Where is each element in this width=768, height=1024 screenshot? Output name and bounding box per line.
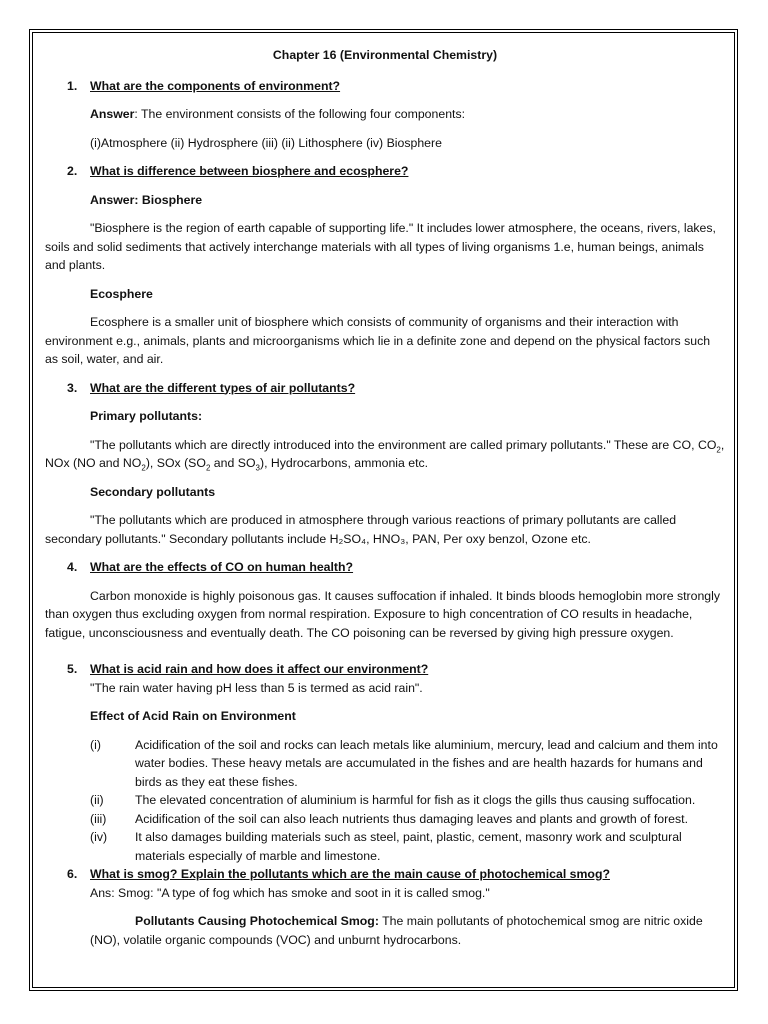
answer-label: Answer	[90, 107, 135, 121]
question-text: What are the components of environment?	[90, 78, 341, 93]
secondary-pollutants-heading: Secondary pollutants	[90, 484, 216, 499]
question-text: What are the effects of CO on human health?	[90, 560, 354, 574]
biosphere-heading: Answer: Biosphere	[90, 192, 203, 207]
question-number: 5.	[67, 662, 78, 676]
question-number: 1.	[67, 78, 78, 93]
co-effects-paragraph: Carbon monoxide is highly poisonous gas. It causes suffocation if inhaled. It binds bloods hemoglobin more strongly than oxygen thus excluding oxygen from normal respiration. Exposure to high concentration of CO results in headache, fatigue, unconsciousness and eventually death. The CO poisoning can be reversed by giving high pressure oxygen.	[45, 588, 721, 640]
document-body	[45, 40, 725, 959]
list-marker: (iii)	[90, 811, 107, 826]
question-4	[45, 558, 725, 577]
list-item-text: Acidification of the soil can also leach nutrients thus damaging leaves and plants and growth of forest.	[135, 811, 689, 826]
question-5	[45, 660, 725, 679]
smog-pollutants-paragraph	[90, 912, 725, 949]
ecosphere-paragraph: Ecosphere is a smaller unit of biosphere which consists of community of organisms and their interaction with environment e.g., animals, plants and microorganisms which lie in a definite zone and depend on the physical factors such as soil, water, and air.	[45, 315, 711, 366]
question-text: What are the different types of air pollutants?	[90, 380, 356, 395]
acid-rain-effects-list	[90, 736, 725, 866]
list-item-text: Acidification of the soil and rocks can leach metals like aluminium, mercury, lead and calcium and them into water bodies. These heavy metals are accumulated in the fishes and are health hazards for humans and birds as they eat these fishes.	[135, 737, 718, 789]
components-list: (i)Atmosphere (ii) Hydrosphere (iii) (ii) Lithosphere (iv) Biosphere	[90, 135, 442, 150]
question-6	[45, 865, 725, 884]
primary-pollutants-paragraph: "The pollutants which are directly introduced into the environment are called primary pollutants." These are CO, $CO_2$, NOx (NO and $NO_2$), SOx ($SO_2$ and $SO_3$), Hydrocarbons, ammonia etc.	[45, 437, 725, 473]
answer-text: : The environment consists of the following four components:	[134, 107, 466, 121]
list-item	[90, 736, 725, 792]
page-title: Chapter 16 (Environmental Chemistry)	[272, 48, 498, 62]
question-2	[45, 162, 725, 181]
smog-pollutants-label: Pollutants Causing Photochemical Smog:	[135, 914, 379, 928]
question-text: What is acid rain and how does it affect our environment?	[90, 662, 429, 676]
question-3	[45, 379, 725, 398]
list-item-text: The elevated concentration of aluminium is harmful for fish as it clogs the gills thus causing suffocation.	[135, 793, 696, 807]
acid-rain-definition: "The rain water having pH less than 5 is termed as acid rain".	[90, 680, 423, 695]
question-text: What is smog? Explain the pollutants which are the main cause of photochemical smog?	[90, 867, 610, 881]
list-marker: (i)	[90, 737, 101, 752]
list-item	[90, 810, 725, 829]
question-number: 3.	[67, 380, 78, 395]
question-text: What is difference between biosphere and ecosphere?	[90, 164, 409, 178]
smog-pollutants-text: The main pollutants of photochemical smog are nitric oxide (NO), volatile organic compounds (VOC) and unburnt hydrocarbons.	[90, 914, 703, 947]
question-number: 2.	[67, 164, 78, 178]
primary-pollutants-heading: Primary pollutants:	[90, 409, 203, 423]
answer-1	[90, 105, 725, 124]
list-item-text: It also damages building materials such as steel, paint, plastic, cement, masonry work and sculptural materials especially of marble and limestone.	[135, 830, 682, 863]
smog-answer: Ans: Smog: "A type of fog which has smoke and soot in it is called smog."	[90, 885, 490, 900]
question-number: 4.	[67, 560, 78, 574]
list-marker: (ii)	[90, 793, 104, 807]
biosphere-paragraph: "Biosphere is the region of earth capable of supporting life." It includes lower atmosphere, the oceans, rivers, lakes, soils and solid sediments that actively interchange materials with all types of living organisms 1.e, human beings, animals and plants.	[45, 221, 716, 272]
list-item	[90, 828, 725, 865]
list-item	[90, 791, 725, 810]
question-1	[45, 77, 725, 96]
acid-rain-effects-heading: Effect of Acid Rain on Environment	[90, 709, 296, 723]
secondary-pollutants-paragraph: "The pollutants which are produced in atmosphere through various reactions of primary pollutants are called secondary pollutants." Secondary pollutants include H₂SO₄, HNO₃, PAN, Per oxy benzol, Ozone etc.	[45, 513, 677, 546]
ecosphere-heading: Ecosphere	[90, 286, 153, 301]
question-number: 6.	[67, 867, 78, 881]
list-marker: (iv)	[90, 830, 108, 844]
